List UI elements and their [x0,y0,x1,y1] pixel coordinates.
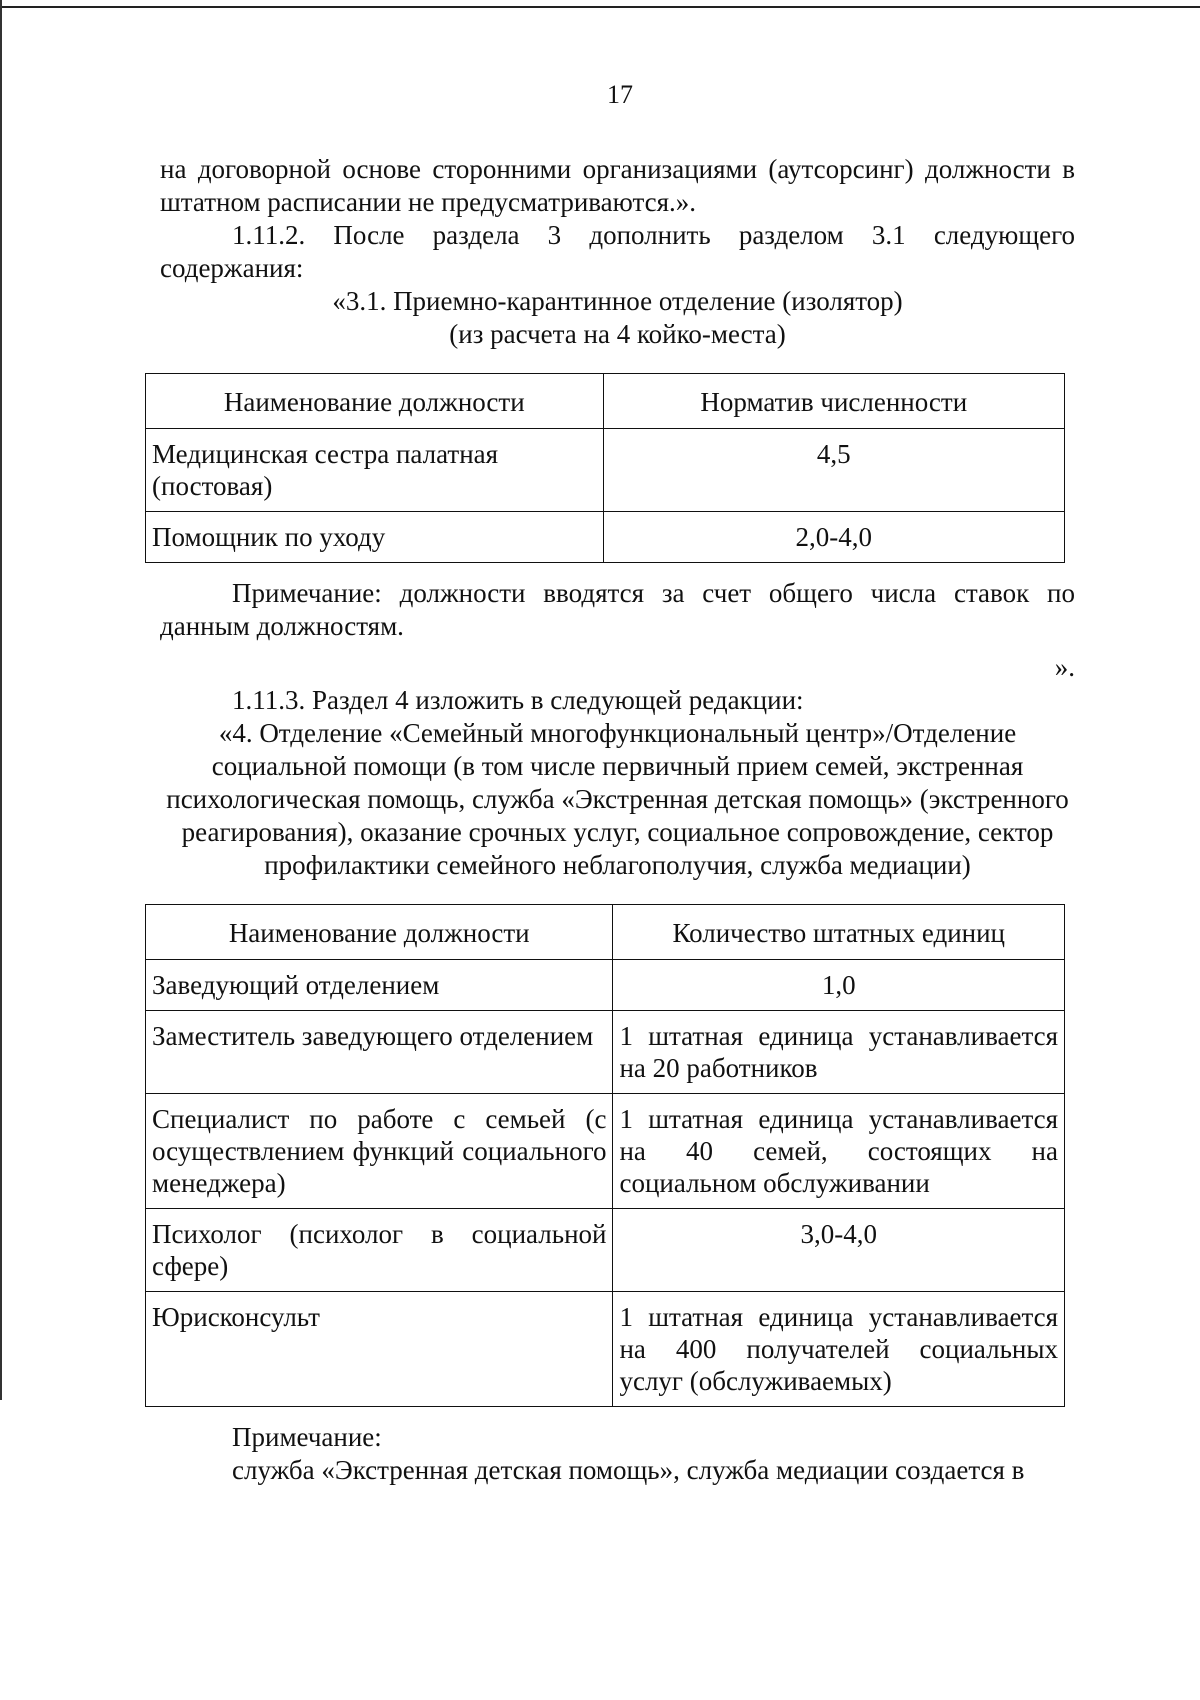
position-name-cell: Юрисконсульт [146,1292,613,1407]
column-header: Количество штатных единиц [613,905,1065,960]
staff-units-cell: 1,0 [613,960,1065,1011]
position-name-cell: Заведующий отделением [146,960,613,1011]
section-3-1-title-line1: «3.1. Приемно-карантинное отделение (изолятор) [332,286,903,316]
section-3-1-title-line2: (из расчета на 4 койко-места) [449,319,786,349]
table-row [146,1011,1065,1094]
page-number: 17 [607,80,633,109]
scan-border-top [0,6,1200,8]
section-3-1-title [160,285,1075,351]
section-4-title: «4. Отделение «Семейный многофункциональный центр»/Отделение социальной помощи (в том числе первичный прием семей, экстренная психологическая помощь, служба «Экстренная детская помощь» (экстренного реагирования), оказание срочных услуг, социальное сопровождение, сектор профилактики семейного неблагополучия, служба медиации) [166,718,1069,880]
table-section-4 [145,904,1065,1407]
staff-units-cell: 1 штатная единица устанавливается на 20 работников [613,1011,1065,1094]
table-section-3-1 [145,373,1065,563]
note-table-3-1: Примечание: должности вводятся за счет общего числа ставок по данным должностям. [160,578,1075,641]
note-text: служба «Экстренная детская помощь», служба медиации создается в [232,1455,1025,1485]
table-row [146,512,1065,563]
paragraph-1-11-2: 1.11.2. После раздела 3 дополнить разделом 3.1 следующего содержания: [160,220,1075,283]
table-row [146,1209,1065,1292]
table-header-row [146,905,1065,960]
position-name-cell: Специалист по работе с семьей (с осуществлением функций социального менеджера) [146,1094,613,1209]
position-name-cell: Заместитель заведующего отделением [146,1011,613,1094]
position-name-cell: Медицинская сестра палатная (постовая) [146,429,604,512]
column-header: Наименование должности [146,374,604,429]
closing-quote: ». [1054,652,1075,682]
table-row [146,1292,1065,1407]
table-row [146,429,1065,512]
paragraph-1-11-3: 1.11.3. Раздел 4 изложить в следующей редакции: [232,685,804,715]
table-row [146,1094,1065,1209]
norm-cell: 4,5 [603,429,1064,512]
table-header-row [146,374,1065,429]
position-name-cell: Помощник по уходу [146,512,604,563]
column-header: Норматив численности [603,374,1064,429]
staff-units-cell: 1 штатная единица устанавливается на 400 получателей социальных услуг (обслуживаемых) [613,1292,1065,1407]
norm-cell: 2,0-4,0 [603,512,1064,563]
table-row [146,960,1065,1011]
position-name-cell: Психолог (психолог в социальной сфере) [146,1209,613,1292]
note-label: Примечание: [232,1422,382,1452]
scan-border-left [0,0,2,1400]
staff-units-cell: 1 штатная единица устанавливается на 40 семей, состоящих на социальном обслуживании [613,1094,1065,1209]
staff-units-cell: 3,0-4,0 [613,1209,1065,1292]
paragraph-outsourcing: на договорной основе сторонними организациями (аутсорсинг) должности в штатном расписании не предусматриваются.». [160,154,1075,217]
column-header: Наименование должности [146,905,613,960]
document-body [152,153,1075,1487]
